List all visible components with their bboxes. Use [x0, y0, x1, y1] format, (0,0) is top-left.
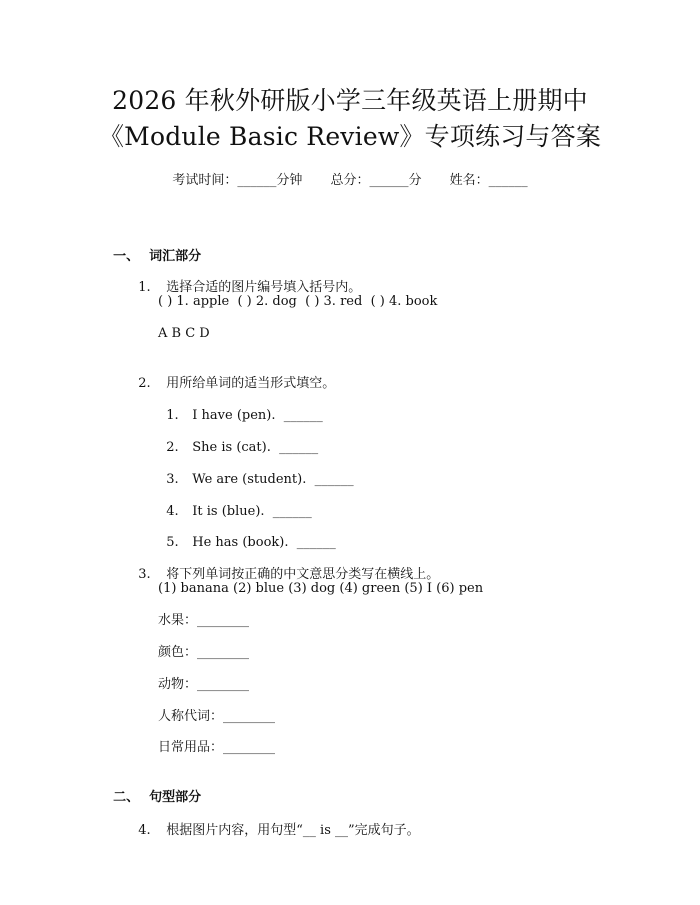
exam-time-field: 考试时间：______分钟 [172, 173, 303, 188]
question-number: 2. [138, 376, 151, 391]
item-number: 5. [166, 535, 179, 550]
section-number: 二、 [113, 790, 140, 805]
question-3 [130, 548, 439, 584]
section-title: 句型部分 [149, 790, 202, 805]
category-color: 颜色：________ [158, 645, 250, 660]
student-name-field: 姓名：______ [449, 173, 528, 188]
document-title-line-2: 《Module Basic Review》专项练习与答案 [98, 122, 602, 151]
question-1 [130, 261, 361, 297]
category-fruit: 水果：________ [158, 613, 250, 628]
fill-item [158, 516, 336, 552]
item-text: It is (blue). ______ [192, 504, 312, 519]
question-1-letters: A B C D [158, 326, 210, 341]
section-heading-sentence-patterns [104, 771, 201, 807]
question-text: 用所给单词的适当形式填空。 [166, 376, 336, 391]
question-1-options: ( ) 1. apple ( ) 2. dog ( ) 3. red ( ) 4. book [158, 294, 438, 309]
question-2 [130, 357, 335, 393]
fill-item [158, 389, 323, 425]
item-number: 1. [166, 408, 179, 423]
question-text: 根据图片内容，用句型“__ is __”完成句子。 [166, 823, 420, 838]
fill-item [158, 421, 318, 457]
item-number: 3. [166, 472, 179, 487]
exam-meta [0, 169, 700, 188]
document-title-line-1: 2026 年秋外研版小学三年级英语上册期中 [112, 86, 588, 115]
question-text: 将下列单词按正确的中文意思分类写在横线上。 [166, 567, 440, 582]
question-3-word-list: (1) banana (2) blue (3) dog (4) green (5) I (6) pen [158, 581, 484, 596]
section-title: 词汇部分 [149, 249, 202, 264]
item-text: I have (pen). ______ [192, 408, 323, 423]
total-score-field: 总分：______分 [330, 173, 422, 188]
category-pronoun: 人称代词：________ [158, 709, 276, 724]
item-text: We are (student). ______ [192, 472, 354, 487]
item-text: He has (book). ______ [192, 535, 336, 550]
item-number: 4. [166, 504, 179, 519]
category-animal: 动物：________ [158, 677, 250, 692]
question-number: 1. [138, 280, 151, 295]
question-text: 选择合适的图片编号填入括号内。 [166, 280, 362, 295]
section-number: 一、 [113, 249, 140, 264]
question-number: 4. [138, 823, 151, 838]
item-text: She is (cat). ______ [192, 440, 319, 455]
item-number: 2. [166, 440, 179, 455]
fill-item [158, 453, 354, 489]
question-4 [130, 804, 420, 840]
question-number: 3. [138, 567, 151, 582]
category-daily-items: 日常用品：________ [158, 740, 276, 755]
